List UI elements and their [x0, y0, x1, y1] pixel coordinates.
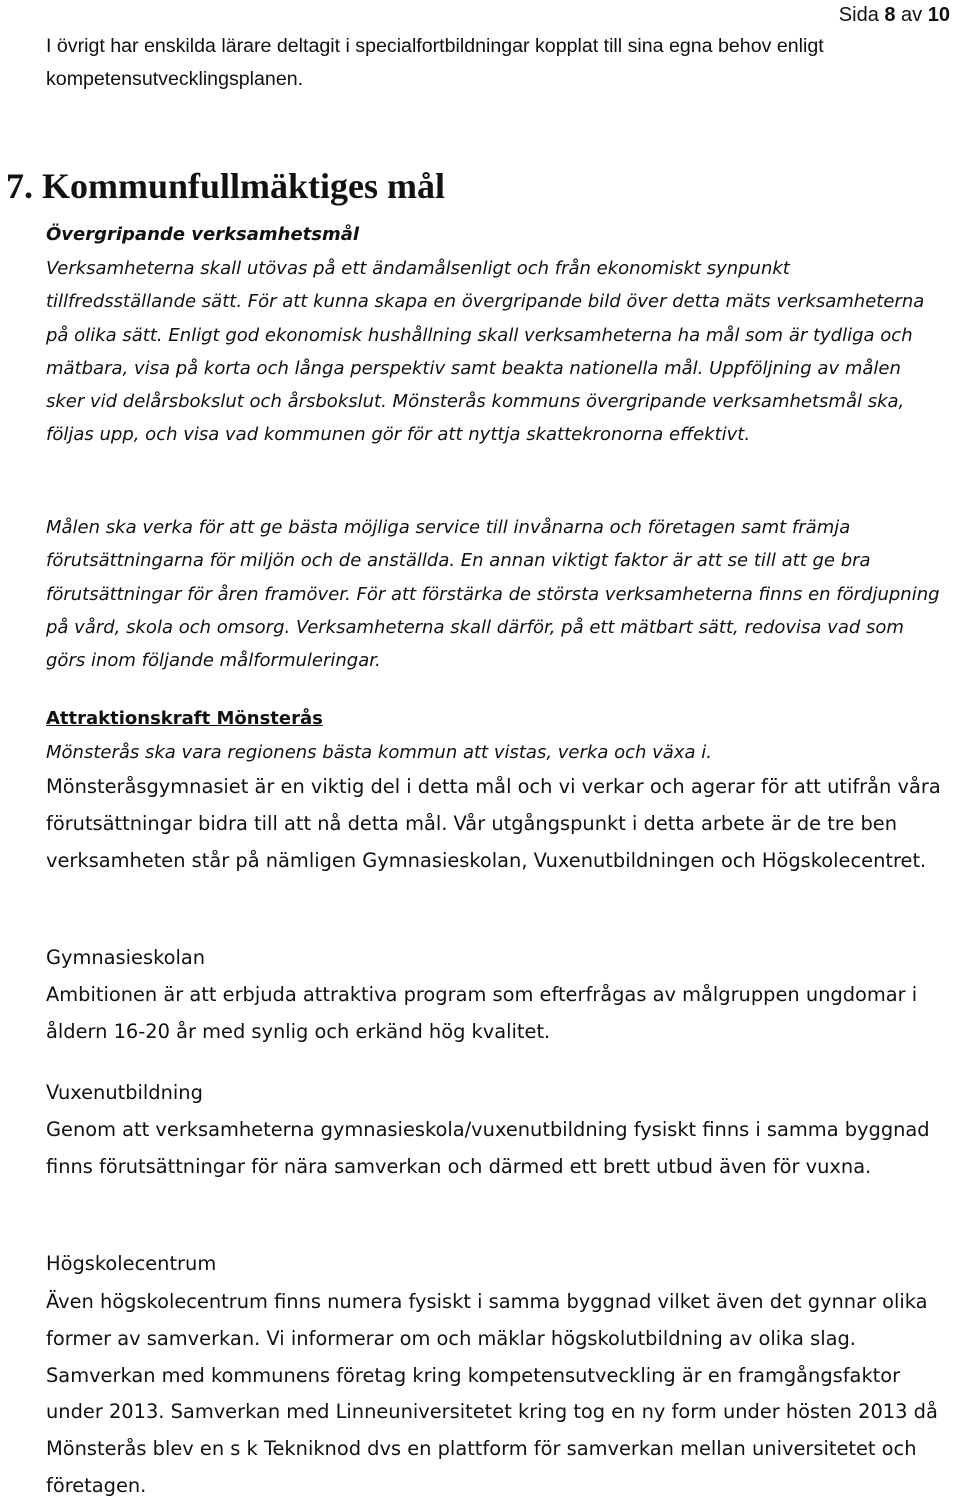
page-prefix: Sida [838, 4, 885, 26]
goals-paragraph-2: Målen ska verka för att ge bästa möjliga service till invånarna och företagen samt främja förutsättningarna för miljön och de anställda. En annan viktigt faktor är att se till att ge bra förutsättningar för åren framöver. För att förstärka de största verksamheterna finns en fördjupning på vård, skola och omsorg. Verksamheterna skall därför, på ett mätbart sätt, redovisa vad som görs inom följande målformuleringar. [46, 517, 940, 672]
page-total: 10 [927, 4, 950, 26]
attraktionskraft-goal: Mönsterås ska vara regionens bästa kommun att vistas, verka och växa i. [46, 742, 712, 763]
vuxenutbildning-body: Genom att verksamheterna gymnasieskola/vuxenutbildning fysiskt finns i samma byggnad finns förutsättningar för nära samverkan och därmed ett brett utbud även för vuxna. [46, 1118, 930, 1178]
gymnasieskolan-body: Ambitionen är att erbjuda attraktiva program som efterfrågas av målgruppen ungdomar i åldern 16-20 år med synlig och erkänd hög kvalitet. [46, 983, 918, 1043]
attraktionskraft-heading: Attraktionskraft Mönsterås [46, 708, 323, 729]
section-subheading: Övergripande verksamhetsmål [46, 224, 360, 245]
page-number [839, 4, 950, 27]
hogskolecentrum-label: Högskolecentrum [46, 1252, 217, 1275]
hogskolecentrum-body: Även högskolecentrum finns numera fysiskt i samma byggnad vilket även det gynnar olika former av samverkan. Vi informerar om och mäklar högskolutbildning av olika slag. Samverkan med kommunens företag kring kompetensutveckling är en framgångsfaktor under 2013. Samverkan med Linneuniversitetet kring tog en ny form under hösten 2013 då Mönsterås blev en s k Tekniknod dvs en plattform för samverkan mellan universitetet och företagen. [46, 1290, 938, 1497]
page-separator: av [895, 4, 928, 26]
gymnasieskolan-label: Gymnasieskolan [46, 946, 206, 969]
attraktionskraft-body: Mönsteråsgymnasiet är en viktig del i detta mål och vi verkar och agerar för att utifrån våra förutsättningar bidra till att nå detta mål. Vår utgångspunkt i detta arbete är de tre ben verksamheten står på nämligen Gymnasieskolan, Vuxenutbildningen och Högskolecentret. [46, 775, 941, 872]
intro-paragraph: I övrigt har enskilda lärare deltagit i specialfortbildningar kopplat till sina egna behov enligt kompetensutvecklingsplanen. [46, 35, 824, 90]
goals-paragraph-1: Verksamheterna skall utövas på ett ändamålsenligt och från ekonomiskt synpunkt tillfredsställande sätt. För att kunna skapa en övergripande bild över detta mäts verksamheterna på olika sätt. Enligt god ekonomisk hushållning skall verksamheterna ha mål som är tydliga och mätbara, visa på korta och långa perspektiv samt beakta nationella mål. Uppföljning av målen sker vid delårsbokslut och årsbokslut. Mönsterås kommuns övergripande verksamhetsmål ska, följas upp, och visa vad kommunen gör för att nyttja skattekronorna effektivt. [46, 258, 925, 446]
section-heading: 7. Kommunfullmäktiges mål [6, 166, 446, 206]
vuxenutbildning-label: Vuxenutbildning [46, 1081, 203, 1104]
page-current: 8 [884, 4, 896, 26]
